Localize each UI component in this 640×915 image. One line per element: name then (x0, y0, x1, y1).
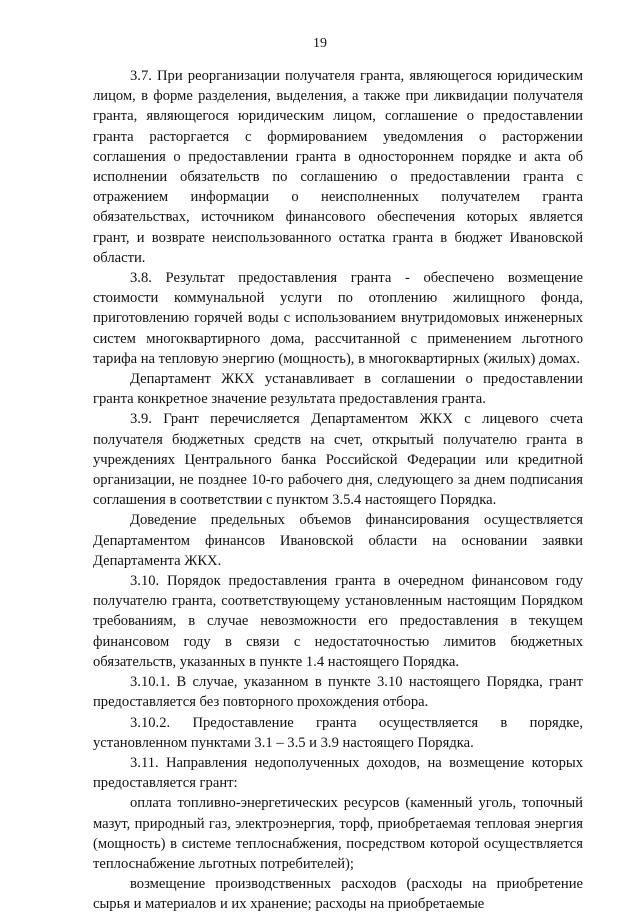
page-number: 19 (313, 36, 327, 51)
paragraph-3-8: 3.8. Результат предоставления гранта - обеспечено возмещение стоимости коммунальной услуги по отоплению жилищного фонда, приготовлению горячей воды с использованием внутридомовых инженерных систем многоквартирного дома, рассчитанной с применением льготного тарифа на тепловую энергию (мощность), в многоквартирных (жилых) домах. (93, 270, 583, 367)
paragraph-3-7: 3.7. При реорганизации получателя гранта, являющегося юридическим лицом, в форме разделения, выделения, а также при ликвидации получателя гранта, являющегося юридическим лицом, соглашение о предоставлении гранта расторгается с формированием уведомления о расторжении соглашения о предоставлении гранта в одностороннем порядке и акта об исполнении обязательств по соглашению о предоставлении гранта с отражением информации о неисполненных получателем гранта обязательствах, источником финансового обеспечения которых является грант, и возврате неиспользованного остатка гранта в бюджет Ивановской области. (93, 68, 583, 266)
paragraph-production-costs: возмещение производственных расходов (расходы на приобретение сырья и материалов и их хранение; расходы на приобретаемые (93, 876, 583, 913)
paragraph-3-10: 3.10. Порядок предоставления гранта в очередном финансовом году получателю гранта, соответствующему установленным настоящим Порядком требованиям, в случае невозможности его предоставления в текущем финансовом году в связи с недостаточностью лимитов бюджетных обязательств, указанных в пункте 1.4 настоящего Порядка. (93, 573, 583, 670)
paragraph-fuel-energy: оплата топливно-энергетических ресурсов (каменный уголь, топочный мазут, природный газ, электроэнергия, торф, приобретаемая тепловая энергия (мощность) в системе теплоснабжения, посредством которой осуществляется теплоснабжение льготных потребителей); (93, 795, 583, 872)
paragraph-result-value: Департамент ЖКХ устанавливает в соглашении о предоставлении гранта конкретное значение результата предоставления гранта. (93, 371, 583, 408)
paragraph-3-11: 3.11. Направления недополученных доходов, на возмещение которых предоставляется грант: (93, 754, 583, 792)
paragraph-financing-limits: Доведение предельных объемов финансирования осуществляется Департаментом финансов Ивановской области на основании заявки Департамента ЖКХ. (93, 512, 583, 569)
paragraph-3-10-1: 3.10.1. В случае, указанном в пункте 3.10 настоящего Порядка, грант предоставляется без повторного прохождения отбора. (93, 674, 583, 711)
paragraph-3-9: 3.9. Грант перечисляется Департаментом ЖКХ с лицевого счета получателя бюджетных средств на счет, открытый получателю гранта в учреждениях Центрального банка Российской Федерации или кредитной организации, не позднее 10-го рабочего дня, следующего за днем подписания соглашения в соответствии с пунктом 3.5.4 настоящего Порядка. (93, 411, 583, 509)
paragraph-3-10-2: 3.10.2. Предоставление гранта осуществляется в порядке, установленном пунктами 3.1 – 3.5 и 3.9 настоящего Порядка. (93, 714, 583, 751)
document-body (93, 66, 583, 915)
